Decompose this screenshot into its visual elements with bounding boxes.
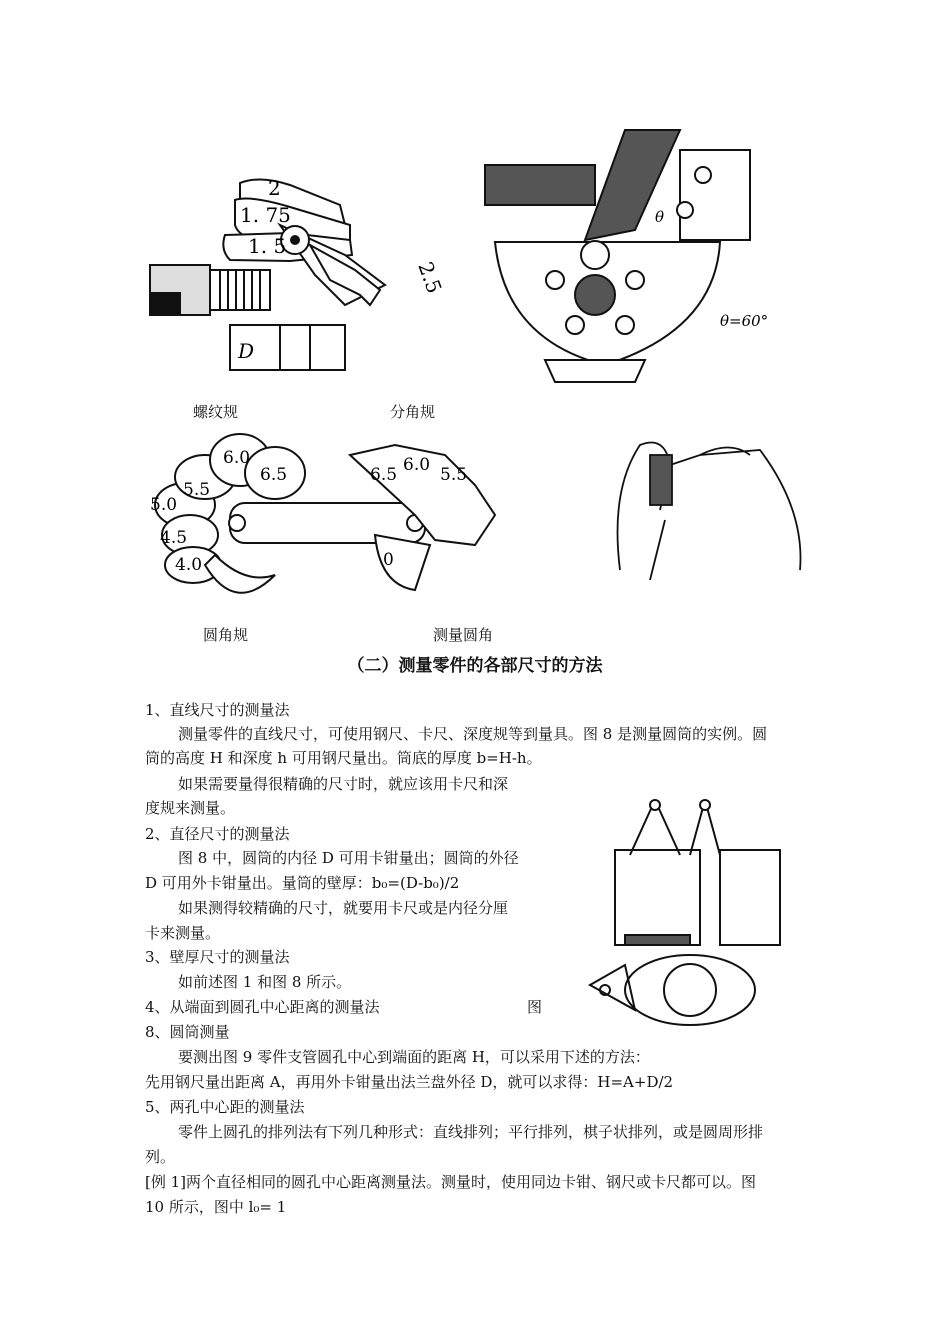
blade-label: 2 xyxy=(268,176,281,200)
blade-label: 5.0 xyxy=(150,495,178,515)
section-title: （二）测量零件的各部尺寸的方法 xyxy=(347,656,603,676)
heading-1: 1、直线尺寸的测量法 xyxy=(145,701,290,719)
caption-radius-gauge: 圆角规 xyxy=(203,626,249,644)
angle-value-label: θ=60° xyxy=(720,312,769,330)
blade-label: 2.5 xyxy=(413,258,447,297)
blade-label: 5.5 xyxy=(440,465,468,485)
blade-label: 1. 5 xyxy=(248,234,287,258)
paragraph-line: 如前述图 1 和图 8 所示。 xyxy=(178,973,352,991)
blade-label: 6.5 xyxy=(370,465,398,485)
dimension-label: D xyxy=(238,339,255,363)
blade-label: 4.0 xyxy=(175,555,203,575)
caption-measure-radius: 测量圆角 xyxy=(433,626,494,644)
paragraph-line: 卡来测量。 xyxy=(145,924,221,942)
paragraph-line: 图 8 中，圆筒的内径 D 可用卡钳量出；圆筒的外径 xyxy=(178,849,519,867)
heading-4: 4、从端面到圆孔中心距离的测量法 xyxy=(145,998,380,1016)
figure-caption: 8、圆筒测量 xyxy=(145,1023,230,1041)
caption-angle-gauge: 分角规 xyxy=(390,403,436,421)
blade-label: 6.5 xyxy=(260,465,288,485)
paragraph-line: 零件上圆孔的排列法有下列几种形式：直线排列；平行排列，棋子状排列，或是圆周形排 xyxy=(178,1123,764,1141)
figure-caption-part: 图 xyxy=(527,998,543,1016)
paragraph-line: 如果需要量得很精确的尺寸时，就应该用卡尺和深 xyxy=(178,775,509,793)
blade-label: 1. 75 xyxy=(240,203,291,227)
radius-gauge-figure xyxy=(145,425,515,615)
paragraph-line: 10 所示，图中 l₀= 1 xyxy=(145,1198,287,1216)
paragraph-line: 要测出图 9 零件支管圆孔中心到端面的距离 H，可以采用下述的方法： xyxy=(178,1048,650,1066)
angle-gauge-figure xyxy=(475,120,775,400)
paragraph-line: 度规来测量。 xyxy=(145,799,236,817)
blade-label: 0 xyxy=(383,550,394,570)
blade-label: 4.5 xyxy=(160,528,188,548)
thread-gauge-figure xyxy=(140,165,447,375)
angle-label: θ xyxy=(655,208,665,226)
blade-label: 6.0 xyxy=(223,448,251,468)
paragraph-line: 筒的高度 H 和深度 h 可用钢尺量出。筒底的厚度 b=H-h。 xyxy=(145,749,542,767)
paragraph-line: 如果测得较精确的尺寸，就要用卡尺或是内径分厘 xyxy=(178,899,509,917)
paragraph-line: 先用钢尺量出距离 A，再用外卡钳量出法兰盘外径 D，就可以求得：H=A+D/2 xyxy=(145,1073,674,1091)
cylinder-figure xyxy=(590,795,795,1035)
paragraph-line: [例 1]两个直径相同的圆孔中心距离测量法。测量时，使用同边卡钳、钢尺或卡尺都可以。图 xyxy=(145,1173,757,1191)
blade-label: 5.5 xyxy=(183,480,211,500)
paragraph-line: D 可用外卡钳量出。量筒的壁厚：b₀=(D-b₀)/2 xyxy=(145,874,460,892)
paragraph-line: 列。 xyxy=(145,1148,176,1166)
blade-label: 6.0 xyxy=(403,455,431,475)
measuring-radius-figure xyxy=(610,420,810,580)
caption-thread-gauge: 螺纹规 xyxy=(193,403,239,421)
heading-2: 2、直径尺寸的测量法 xyxy=(145,825,290,843)
heading-3: 3、壁厚尺寸的测量法 xyxy=(145,948,290,966)
paragraph-line: 测量零件的直线尺寸，可使用钢尺、卡尺、深度规等到量具。图 8 是测量圆筒的实例。圆 xyxy=(178,725,768,743)
heading-5: 5、两孔中心距的测量法 xyxy=(145,1098,305,1116)
